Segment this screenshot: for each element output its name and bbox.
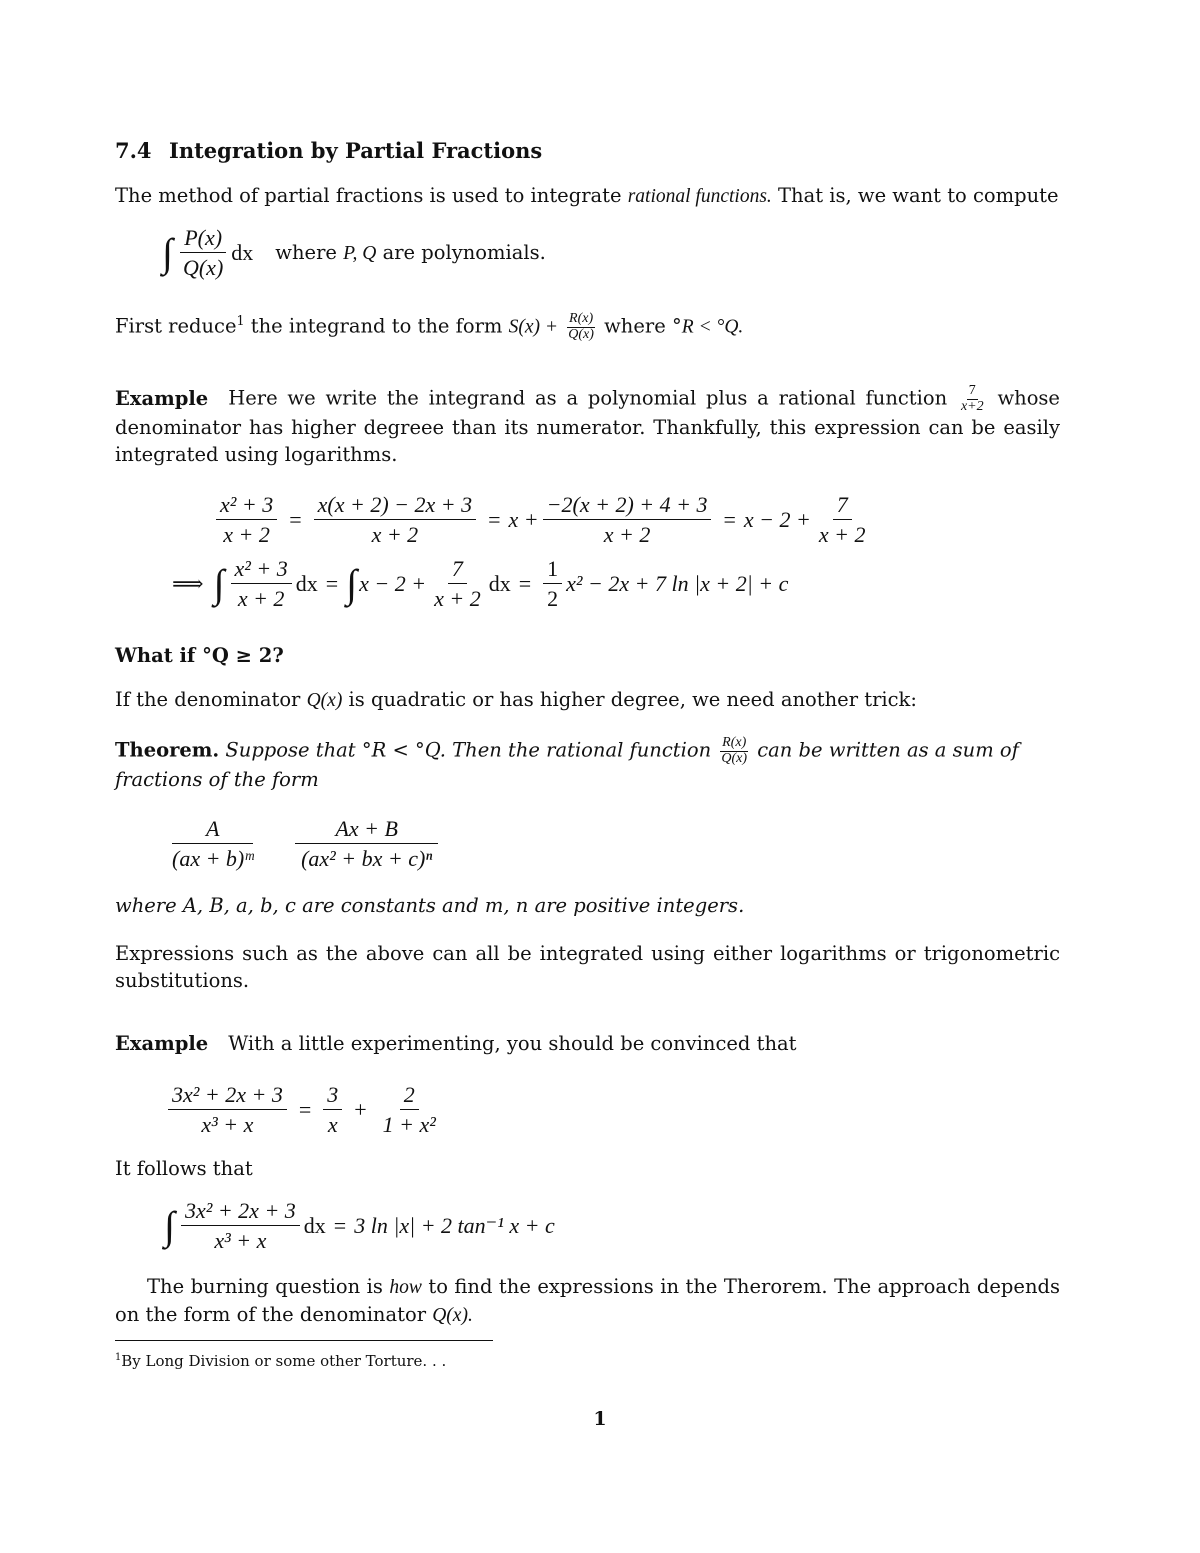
note-suffix: are polynomials. [376,240,546,264]
fraction-denominator: x + 2 [223,522,270,548]
fraction-numerator: P(x) [180,225,226,253]
section-heading [115,137,1060,164]
differential: dx [303,1213,326,1239]
intro-paragraph [115,182,1060,210]
result-tail: x² − 2x + 7 ln |x + 2| + c [566,571,789,597]
fraction-p-over-q [179,225,227,281]
fraction-numerator: 7 [833,492,852,520]
fraction-denominator: x + 2 [818,522,866,548]
fraction-3 [379,1082,440,1138]
fraction-denominator: 1 + x² [382,1112,436,1138]
fraction-numerator: Ax + B [295,816,438,844]
intro-text: The method of partial fractions is used to integrate [115,184,628,207]
burning-text: The burning question is [147,1275,390,1298]
fraction-numerator: 7 [448,556,467,584]
term-x-minus-2: x − 2 + [743,507,811,533]
example-1-paragraph [115,384,1060,468]
footnote-rule [115,1340,493,1341]
form-s-of-x: S(x) + [508,316,559,338]
fraction-denominator: x+2 [960,398,984,414]
equation-final-integral: ∫ $\frac{\text{3x² + 2x + 3}}{\text{x³ + x}}$ dx = 3 ln |x| + 2 tan⁻¹ x + c [164,1198,555,1254]
fraction-numerator: A [172,816,253,844]
burning-question-paragraph [115,1273,1060,1329]
fraction-numerator: 7 [968,383,976,398]
example-label: Example [115,386,209,410]
first-reduce-text-3: where ° [597,314,682,338]
fraction-denominator: x³ + x [214,1228,267,1254]
fraction-r-over-q [719,736,749,766]
footnote-marker: 1 [236,313,245,329]
equation-long-division: $\frac{\text{x² + 3}}{x + 2}$ = $\frac{x(x + 2) - 2x + 3}{x + 2}$ = x + $\frac{-2(x + 2) + 4 + 3}{x + 2}$ = x − 2 + $\frac{7}{x + 2}$ [212,492,874,548]
fraction-numerator: 3x² + 2x + 3 [181,1198,300,1226]
fraction-one-half [543,556,562,612]
integral-sign: ∫ [213,560,225,606]
fraction-denominator: x + 2 [371,522,419,548]
integral-sign: ∫ [346,560,358,606]
fraction-2 [430,556,485,612]
denominator-text: If the denominator [115,688,307,711]
example-label: Example [115,1032,209,1055]
fraction-2 [314,492,476,548]
fraction-numerator: 1 [543,556,562,584]
what-if-heading: What if °Q ≥ 2? [115,644,284,667]
form-quadratic [295,816,438,872]
burning-text-2: to find the expressions in the Therorem. The approach depends on the form of the denominator [115,1275,1060,1326]
term-x-minus-2: x − 2 + [359,571,427,597]
fraction-denominator: Q(x) [721,750,748,766]
fraction-numerator: R(x) [569,311,594,326]
q-of-x: Q(x) [306,690,343,711]
example-2-text: With a little experimenting, you should be convinced that [228,1032,797,1055]
first-reduce-text: First reduce [115,314,237,338]
fraction-numerator: x² + 3 [231,556,292,584]
fraction-4 [815,492,870,548]
equation-decomposition: $\frac{\text{3x² + 2x + 3}}{\text{x³ + x}}$ = $\frac{3}{x}$ + $\frac{2}{\text{1 + x²}}$ [164,1082,444,1138]
integral-sign: ∫ [162,229,173,275]
follows-text: It follows that [115,1157,253,1180]
theorem-text-2: can be written as a sum of fractions of the form [115,738,1019,792]
differential: dx [488,571,511,597]
constants-note: where A, B, a, b, c are constants and m, n are positive integers. [115,894,745,917]
fraction-denominator: x + 2 [603,522,651,548]
fraction-denominator: (ax² + bx + c)ⁿ [301,846,433,872]
intro-emphasis: rational functions. [627,186,772,207]
fraction-3 [543,492,712,548]
fraction-numerator: 2 [400,1082,419,1110]
fraction-numerator: R(x) [722,735,747,750]
fraction-denominator: 2 [547,586,559,612]
fraction-denominator: x + 2 [434,586,481,612]
how-emphasis: how [389,1277,422,1298]
footnote-text: By Long Division or some other Torture. . . [121,1352,447,1370]
example-1-text-2: whose denominator has higher degreee than its numerator. Thankfully, this expression can be easily integrated using logarithms. [115,386,1060,467]
fraction-numerator: 3 [323,1082,342,1110]
section-title: Integration by Partial Fractions [169,138,543,163]
differential: dx [295,571,318,597]
fraction-denominator: (ax + b)ᵐ [172,846,254,872]
fraction-numerator: x(x + 2) − 2x + 3 [314,492,476,520]
section-number: 7.4 [115,138,152,163]
fraction-denominator: Q(x) [182,255,224,281]
term-x-plus: x + [508,507,539,533]
fraction-numerator: −2(x + 2) + 4 + 3 [543,492,712,520]
q-of-x: Q(x). [432,1305,473,1326]
example-2-paragraph [115,1030,1060,1057]
degree-condition: R < °Q. [681,316,744,338]
implies-arrow: ⟹ [172,571,204,597]
note-variables: P, Q [343,242,377,264]
intro-text-2: That is, we want to compute [771,184,1059,207]
fraction-1 [168,1082,287,1138]
example-1-text: Here we write the integrand as a polynomial plus a rational function [228,386,957,410]
footnote-mark: 1 [115,1352,122,1363]
fraction-denominator: x³ + x [201,1112,254,1138]
expressions-paragraph: Expressions such as the above can all be integrated using either logarithms or trigonometric substitutions. [115,942,1060,992]
fraction-numerator: x² + 3 [216,492,277,520]
equation-integral-pq [162,225,546,281]
fraction-7-over-x-plus-2 [959,384,986,414]
fraction-integrand [181,1198,300,1254]
fraction-1 [231,556,292,612]
result: 3 ln |x| + 2 tan⁻¹ x + c [354,1213,555,1239]
footnote [115,1348,446,1375]
theorem-label: Theorem. [115,738,220,762]
fraction-r-over-q [566,312,596,342]
differential: dx [231,240,254,266]
denominator-text-2: is quadratic or has higher degree, we need another trick: [342,688,917,711]
page-number: 1 [593,1408,607,1430]
fraction-numerator: 3x² + 2x + 3 [168,1082,287,1110]
fraction-denominator: x + 2 [237,586,285,612]
theorem-paragraph [115,736,1060,793]
equation-integral-result: ⟹ ∫ $\frac{\text{x² + 3}}{x + 2}$ dx = ∫ x − 2 + $\frac{7}{x + 2}$ dx = $\frac{1}{2}$ x² − 2x + 7 ln |x + 2| + c [172,556,789,612]
fraction-denominator: Q(x) [568,326,594,342]
theorem-text: Suppose that °R < °Q. Then the rational function [225,738,718,762]
fraction-2 [323,1082,342,1138]
equation-note [275,239,546,267]
note-prefix: where [275,240,344,264]
fraction-denominator: x [327,1112,338,1138]
partial-fraction-forms [164,816,442,872]
form-linear [168,816,257,872]
integral-sign: ∫ [164,1202,175,1248]
first-reduce-paragraph [115,312,1060,342]
denominator-paragraph [115,686,1060,714]
fraction-1 [216,492,277,548]
first-reduce-text-2: the integrand to the form [244,314,509,338]
